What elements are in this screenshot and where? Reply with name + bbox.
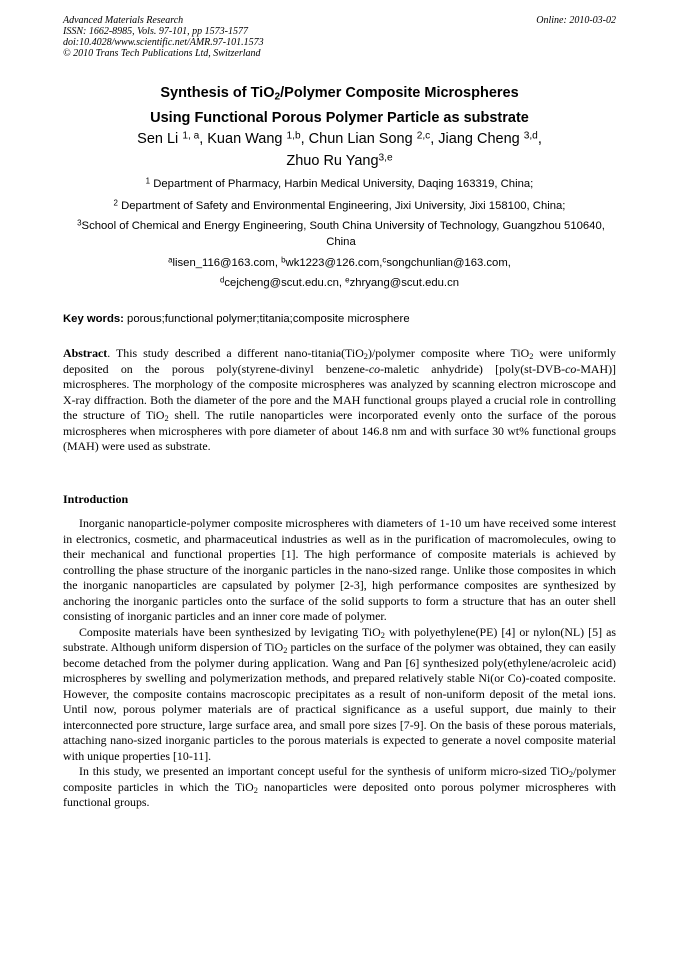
email-link[interactable]: zhryang@scut.edu.cn <box>349 277 459 289</box>
email-link[interactable]: wk1223@126.com, <box>285 257 383 269</box>
journal-header <box>63 15 616 59</box>
email-link[interactable]: cejcheng@scut.edu.cn, <box>224 277 346 289</box>
abstract-label: Abstract <box>63 346 108 360</box>
keywords-text: porous;functional polymer;titania;composite microsphere <box>123 313 410 325</box>
authors-line-2 <box>63 150 616 172</box>
issn-line: ISSN: 1662-8985, Vols. 97-101, pp 1573-1577 <box>63 26 248 37</box>
affiliation-3: $^3$School of Chemical and Energy Engineering, South China University of Technology, Guangzhou 510640, China <box>77 218 605 248</box>
author: Zhuo Ru Yang$^{3,e}$ <box>286 152 393 169</box>
author: Sen Li $^{1, a}$ <box>137 130 200 147</box>
intro-paragraph-3: In this study, we presented an important concept useful for the synthesis of uniform micro-sized TiO$_2$/polymer composite particles in which the TiO$_2$ nanoparticles were deposited onto porous polymer microspheres with functional groups. <box>63 764 616 809</box>
email-line-2: $^d$cejcheng@scut.edu.cn, $^e$zhryang@scut.edu.cn <box>220 275 459 289</box>
journal-name: Advanced Materials Research <box>63 15 184 26</box>
email-link[interactable]: songchunlian@163.com, <box>386 257 511 269</box>
email-link[interactable]: lisen_116@163.com, <box>172 257 282 269</box>
title-line-1: Synthesis of TiO$_2$/Polymer Composite Microspheres <box>160 85 519 103</box>
intro-paragraph-1: Inorganic nanoparticle-polymer composite microspheres with diameters of 1-10 um have received some interest in electronics, cosmetic, and pharmaceutical industries as well as in the purification of macromolecules, owing to their mechanical and functional properties [1]. The high performance of composite materials is achieved by controlling the phase structure of the inorganic particles in the nano-sized range. Unlike those composites in which the inorganic nanoparticles are capsulated by polymer [2-3], high performance composites are synthesized by anchoring the inorganic particles onto the surface of the solid supports to form a structure that has an outer shell consisting of inorganic particles and an inner core made of polymer. <box>63 516 616 623</box>
keywords-label: Key words: <box>63 313 124 325</box>
author: Jiang Cheng $^{3,d}$ <box>438 130 538 147</box>
keywords <box>63 311 616 327</box>
authors-line-1: Sen Li $^{1, a}$, Kuan Wang $^{1,b}$, Chun Lian Song $^{2,c}$, Jiang Cheng $^{3,d}$, <box>137 130 542 147</box>
abstract: Abstract. This study described a different nano-titania(TiO$_2$)/polymer composite where TiO$_2$ were uniformly deposited on the porous poly(styrene-divinyl benzene-co-maletic anhydride) [poly(st-DVB-co-MAH)] microspheres. The morphology of the composite microspheres was analyzed by scanning electron microscope and X-ray diffraction. Both the diameter of the pore and the MAH functional groups played a crucial role in controlling the structure of TiO$_2$ shell. The rutile nanoparticles were incorporated evenly onto the surface of the porous microspheres when microspheres with pore diameter of about 146.8 nm and with surface 30 wt% functional groups (MAH) were used as substrate. <box>63 346 616 453</box>
author: Chun Lian Song $^{2,c}$ <box>308 130 431 147</box>
online-date: Online: 2010-03-02 <box>536 15 616 26</box>
email-line-1: $^a$lisen_116@163.com, $^b$wk1223@126.com,$^c$songchunlian@163.com, <box>168 255 511 269</box>
affiliation-1: $^1$ Department of Pharmacy, Harbin Medical University, Daqing 163319, China; <box>145 176 534 190</box>
introduction-body <box>63 516 616 811</box>
affiliation-2: $^2$ Department of Safety and Environmental Engineering, Jixi University, Jixi 158100, China; <box>113 198 566 212</box>
section-heading-introduction: Introduction <box>63 492 129 506</box>
author: Kuan Wang $^{1,b}$ <box>207 130 301 147</box>
author-list <box>63 128 616 172</box>
doi-line[interactable]: doi:10.4028/www.scientific.net/AMR.97-101.1573 <box>63 37 264 48</box>
copyright-line: © 2010 Trans Tech Publications Ltd, Switzerland <box>63 48 261 59</box>
paper-title <box>63 81 616 131</box>
intro-paragraph-2: Composite materials have been synthesized by levigating TiO$_2$ with polyethylene(PE) [4] or nylon(NL) [5] as substrate. Although uniform dispersion of TiO$_2$ particles on the surface of the polymer was obtained, they can easily become detached from the polymer during application. Wang and Pan [6] synthesized poly(ethylene/acroleic acid) microspheres by swelling and polymerization methods, and prepared relatively stable Ni(or Co)-coated composite. However, the composite contains macroscopic precipitates as a result of non-uniform deposit of the metal ions. Until now, porous polymer materials are of practical significance as a useful support, due mainly to their interconnected pore structure, large surface area, and small pore sizes [7-9]. On the basis of these porous materials, attaching nano-sized inorganic particles to the porous materials is expected to generate a novel composite material with unique properties [10-11]. <box>63 624 617 763</box>
title-line-2: Using Functional Porous Polymer Particle as substrate <box>150 110 529 126</box>
